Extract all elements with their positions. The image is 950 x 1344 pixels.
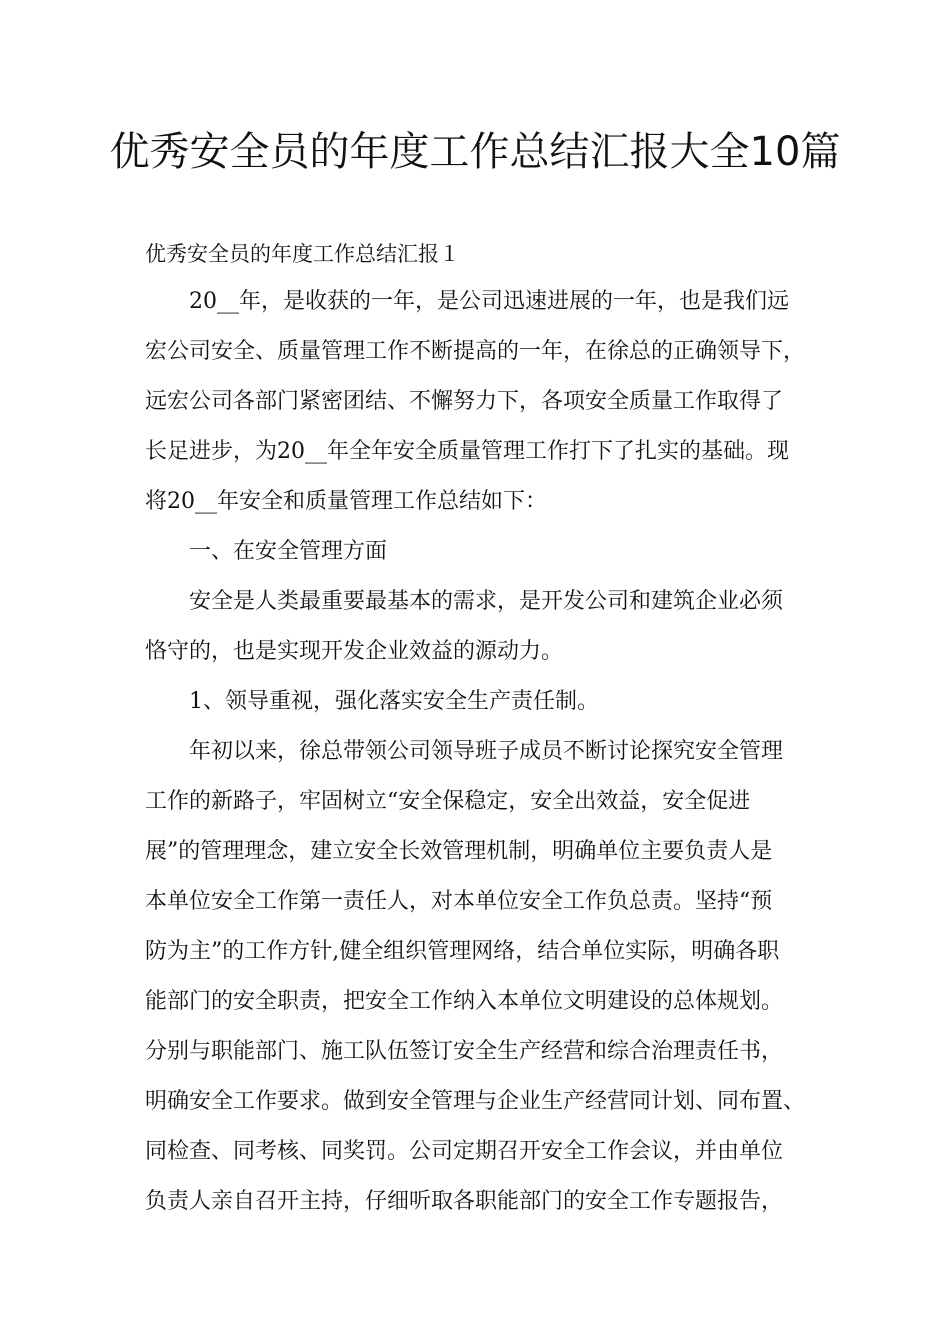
body-line: 安全是人类最重要最基本的需求，是开发公司和建筑企业必须: [145, 589, 784, 614]
document-subtitle: 优秀安全员的年度工作总结汇报１: [145, 242, 460, 266]
body-line: 本单位安全工作第一责任人，对本单位安全工作负总责。坚持“预: [145, 889, 773, 914]
body-line: 能部门的安全职责，把安全工作纳入本单位文明建设的总体规划。: [145, 989, 784, 1014]
subsection-heading: 1、领导重视，强化落实安全生产责任制。: [145, 689, 599, 714]
body-line: 展”的管理理念，建立安全长效管理机制，明确单位主要负责人是: [145, 839, 773, 864]
body-line: 恪守的，也是实现开发企业效益的源动力。: [145, 639, 564, 664]
body-line: 20__年，是收获的一年，是公司迅速进展的一年，也是我们远: [145, 289, 789, 314]
body-line: 远宏公司各部门紧密团结、不懈努力下，各项安全质量工作取得了: [145, 389, 784, 414]
body-line: 将20__年安全和质量管理工作总结如下：: [145, 489, 547, 514]
body-line: 同检查、同考核、同奖罚。公司定期召开安全工作会议，并由单位: [145, 1139, 784, 1164]
body-line: 工作的新路子，牢固树立“安全保稳定，安全出效益，安全促进: [145, 789, 751, 814]
document-title: 优秀安全员的年度工作总结汇报大全10篇: [109, 129, 841, 175]
body-line: 明确安全工作要求。做到安全管理与企业生产经营同计划、同布置、: [145, 1089, 806, 1114]
body-line: 宏公司安全、质量管理工作不断提高的一年，在徐总的正确领导下，: [145, 339, 806, 364]
body-line: 年初以来，徐总带领公司领导班子成员不断讨论探究安全管理: [145, 739, 784, 764]
section-heading: 一、在安全管理方面: [145, 539, 388, 564]
body-line: 分别与职能部门、施工队伍签订安全生产经营和综合治理责任书，: [145, 1039, 784, 1064]
body-line: 长足进步，为20__年全年安全质量管理工作打下了扎实的基础。现: [145, 439, 789, 464]
body-line: 防为主”的工作方针,健全组织管理网络，结合单位实际，明确各职: [145, 939, 780, 964]
body-line: 负责人亲自召开主持，仔细听取各职能部门的安全工作专题报告，: [145, 1189, 784, 1214]
